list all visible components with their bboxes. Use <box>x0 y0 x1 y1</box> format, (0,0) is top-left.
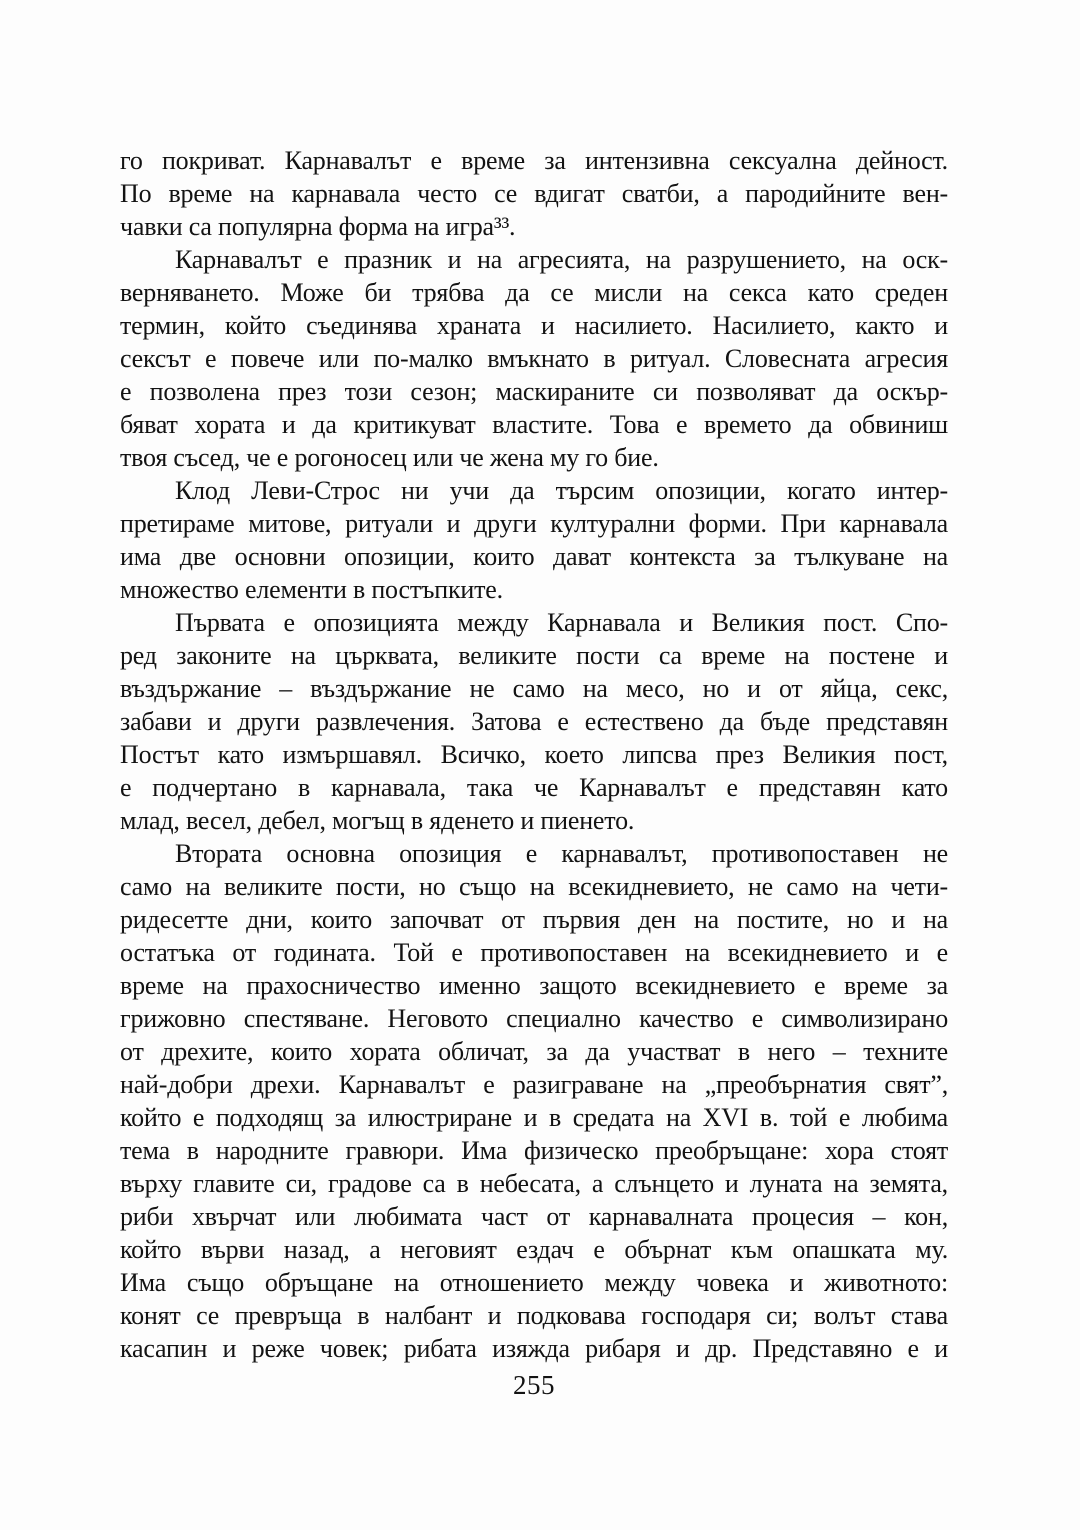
text-line: тема в народните гравюри. Има физическо преобръщане: хора стоят <box>120 1136 948 1165</box>
text-line: Първата е опозицията между Карнавала и Великия пост. Спо- <box>175 608 948 637</box>
text-line: само на великите пости, но също на всекидневието, не само на чети- <box>120 872 948 901</box>
text-line: ред законите на църквата, великите пости са време на постене и <box>120 641 948 670</box>
text-line: чавки са популярна форма на игра³³. <box>120 212 516 241</box>
text-line: върху главите си, градове са в небесата, а слънцето и луната на земята, <box>120 1169 948 1198</box>
text-line: който върви назад, а неговият ездач е обърнат към опашката му. <box>120 1235 948 1264</box>
paragraph <box>120 243 948 474</box>
text-line: конят се превръща в налбант и подковава господаря си; волът става <box>120 1301 948 1330</box>
text-line: ридесетте дни, които започват от първия ден на постите, но и на <box>120 905 948 934</box>
text-line: грижовно спестяване. Неговото специално качество е символизирано <box>120 1004 948 1033</box>
text-line: Втората основна опозиция е карнавалът, противопоставен не <box>175 839 948 868</box>
text-line: претираме митове, ритуали и други културални форми. При карнавала <box>120 509 948 538</box>
text-line: По време на карнавала често се вдигат сватби, а пародийните вен- <box>120 179 948 208</box>
text-line: термин, който съединява храната и насилието. Насилието, както и <box>120 311 948 340</box>
text-line: има две основни опозиции, които дават контекста за тълкуване на <box>120 542 948 571</box>
text-line: остатъка от годината. Той е противопоставен на всекидневието и е <box>120 938 948 967</box>
text-line: е подчертано в карнавала, така че Карнавалът е представян като <box>120 773 948 802</box>
text-line: множество елементи в постъпките. <box>120 575 503 604</box>
paragraph <box>120 144 948 243</box>
text-line: Постът като измършавял. Всичко, което липсва през Великия пост, <box>120 740 948 769</box>
text-line: го покриват. Карнавалът е време за интензивна сексуална дейност. <box>120 146 948 175</box>
text-line: забави и други развлечения. Затова е естествено да бъде представян <box>120 707 948 736</box>
paragraph <box>120 606 948 837</box>
text-line: касапин и реже човек; рибата изяжда рибаря и др. Представяно е и <box>120 1334 948 1363</box>
text-line: Клод Леви-Строс ни учи да търсим опозиции, когато интер- <box>175 476 948 505</box>
text-line: твоя съсед, че е рогоносец или че жена му го бие. <box>120 443 659 472</box>
text-line: време на прахосничество именно защото всекидневието е време за <box>120 971 948 1000</box>
text-line: бяват хората и да критикуват властите. Това е времето да обвиниш <box>120 410 948 439</box>
text-line: сексът е повече или по-малко вмъкнато в ритуал. Словесната агресия <box>120 344 948 373</box>
paragraph <box>120 837 948 1365</box>
text-line: верняването. Може би трябва да се мисли на секса като среден <box>120 278 948 307</box>
text-line: е позволена през този сезон; маскираните си позволяват да оскър- <box>120 377 948 406</box>
text-line: Карнавалът е празник и на агресията, на разрушението, на оск- <box>175 245 948 274</box>
text-line: млад, весел, дебел, могъщ в яденето и пиенето. <box>120 806 635 835</box>
text-line: риби хвърчат или любимата част от карнавалната процесия – кон, <box>120 1202 948 1231</box>
body-text <box>120 144 948 1365</box>
page-number: 255 <box>513 1370 555 1400</box>
text-line: който е подходящ за илюстриране и в средата на XVI в. той е любима <box>120 1103 948 1132</box>
text-line: въздържание – въздържание не само на месо, но и от яйца, секс, <box>120 674 948 703</box>
paragraph <box>120 474 948 606</box>
text-line: най-добри дрехи. Карнавалът е разиграване на „преобърнатия свят”, <box>120 1070 948 1099</box>
text-line: от дрехите, които хората обличат, за да участват в него – техните <box>120 1037 948 1066</box>
text-line: Има също обръщане на отношението между човека и животното: <box>120 1268 948 1297</box>
